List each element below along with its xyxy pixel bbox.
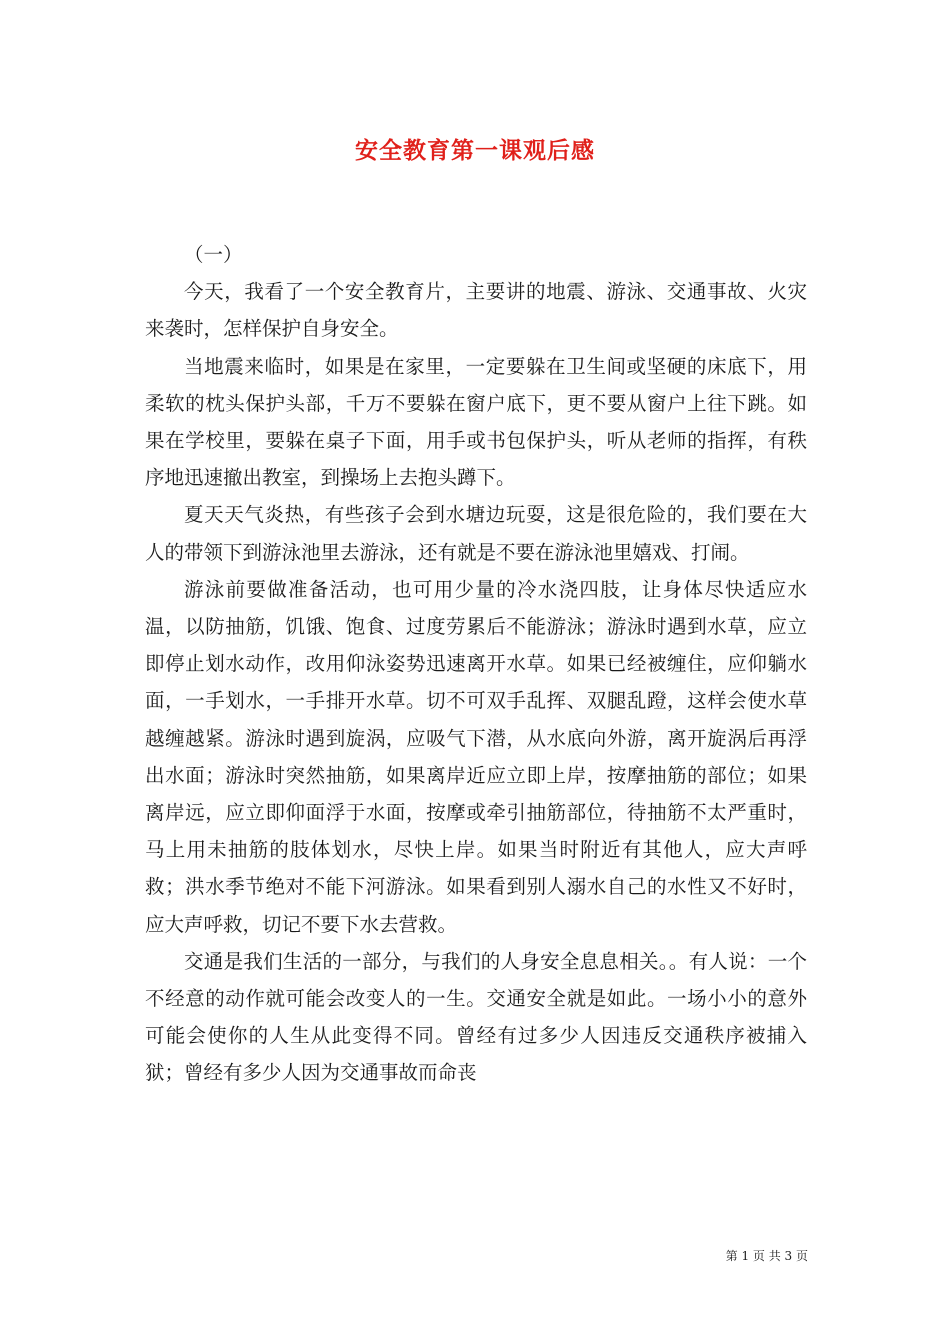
page-number-footer: 第 1 页 共 3 页 — [725, 1249, 808, 1263]
paragraph-swimming: 游泳前要做准备活动，也可用少量的冷水浇四肢，让身体尽快适应水温，以防抽筋，饥饿、饱食、过度劳累后不能游泳；游泳时遇到水草，应立即停止划水动作，改用仰泳姿势迅速离开水草。如果已经被缠住，应仰躺水面，一手划水，一手排开水草。切不可双手乱挥、双腿乱蹬，这样会使水草越缠越紧。游泳时遇到旋涡，应吸气下潜，从水底向外游，离开旋涡后再浮出水面；游泳时突然抽筋，如果离岸近应立即上岸，按摩抽筋的部位；如果离岸远，应立即仰面浮于水面，按摩或牵引抽筋部位，待抽筋不太严重时，马上用未抽筋的肢体划水，尽快上岸。如果当时附近有其他人，应大声呼救；洪水季节绝对不能下河游泳。如果看到别人溺水自己的水性又不好时，应大声呼救，切记不要下水去营救。 — [145, 577, 807, 936]
paragraph-intro: 今天，我看了一个安全教育片，主要讲的地震、游泳、交通事故、火灾来袭时，怎样保护自身安全。 — [145, 280, 807, 341]
section-label: （一） — [184, 243, 243, 266]
paragraph-traffic: 交通是我们生活的一部分，与我们的人身安全息息相关。。有人说：一个不经意的动作就可能会改变人的一生。交通安全就是如此。一场小小的意外可能会使你的人生从此变得不同。曾经有过多少人因违反交通秩序被捕入狱；曾经有多少人因为交通事故而命丧 — [145, 949, 807, 1085]
document-title: 安全教育第一课观后感 — [355, 137, 595, 164]
document-body — [145, 236, 807, 1092]
paragraph-earthquake: 当地震来临时，如果是在家里，一定要躲在卫生间或坚硬的床底下，用柔软的枕头保护头部，千万不要躲在窗户底下，更不要从窗户上往下跳。如果在学校里，要躲在桌子下面，用手或书包保护头，听从老师的指挥，有秩序地迅速撤出教室，到操场上去抱头蹲下。 — [145, 354, 807, 490]
paragraph-summer: 夏天天气炎热，有些孩子会到水塘边玩耍，这是很危险的，我们要在大人的带领下到游泳池里去游泳，还有就是不要在游泳池里嬉戏、打闹。 — [145, 503, 807, 564]
